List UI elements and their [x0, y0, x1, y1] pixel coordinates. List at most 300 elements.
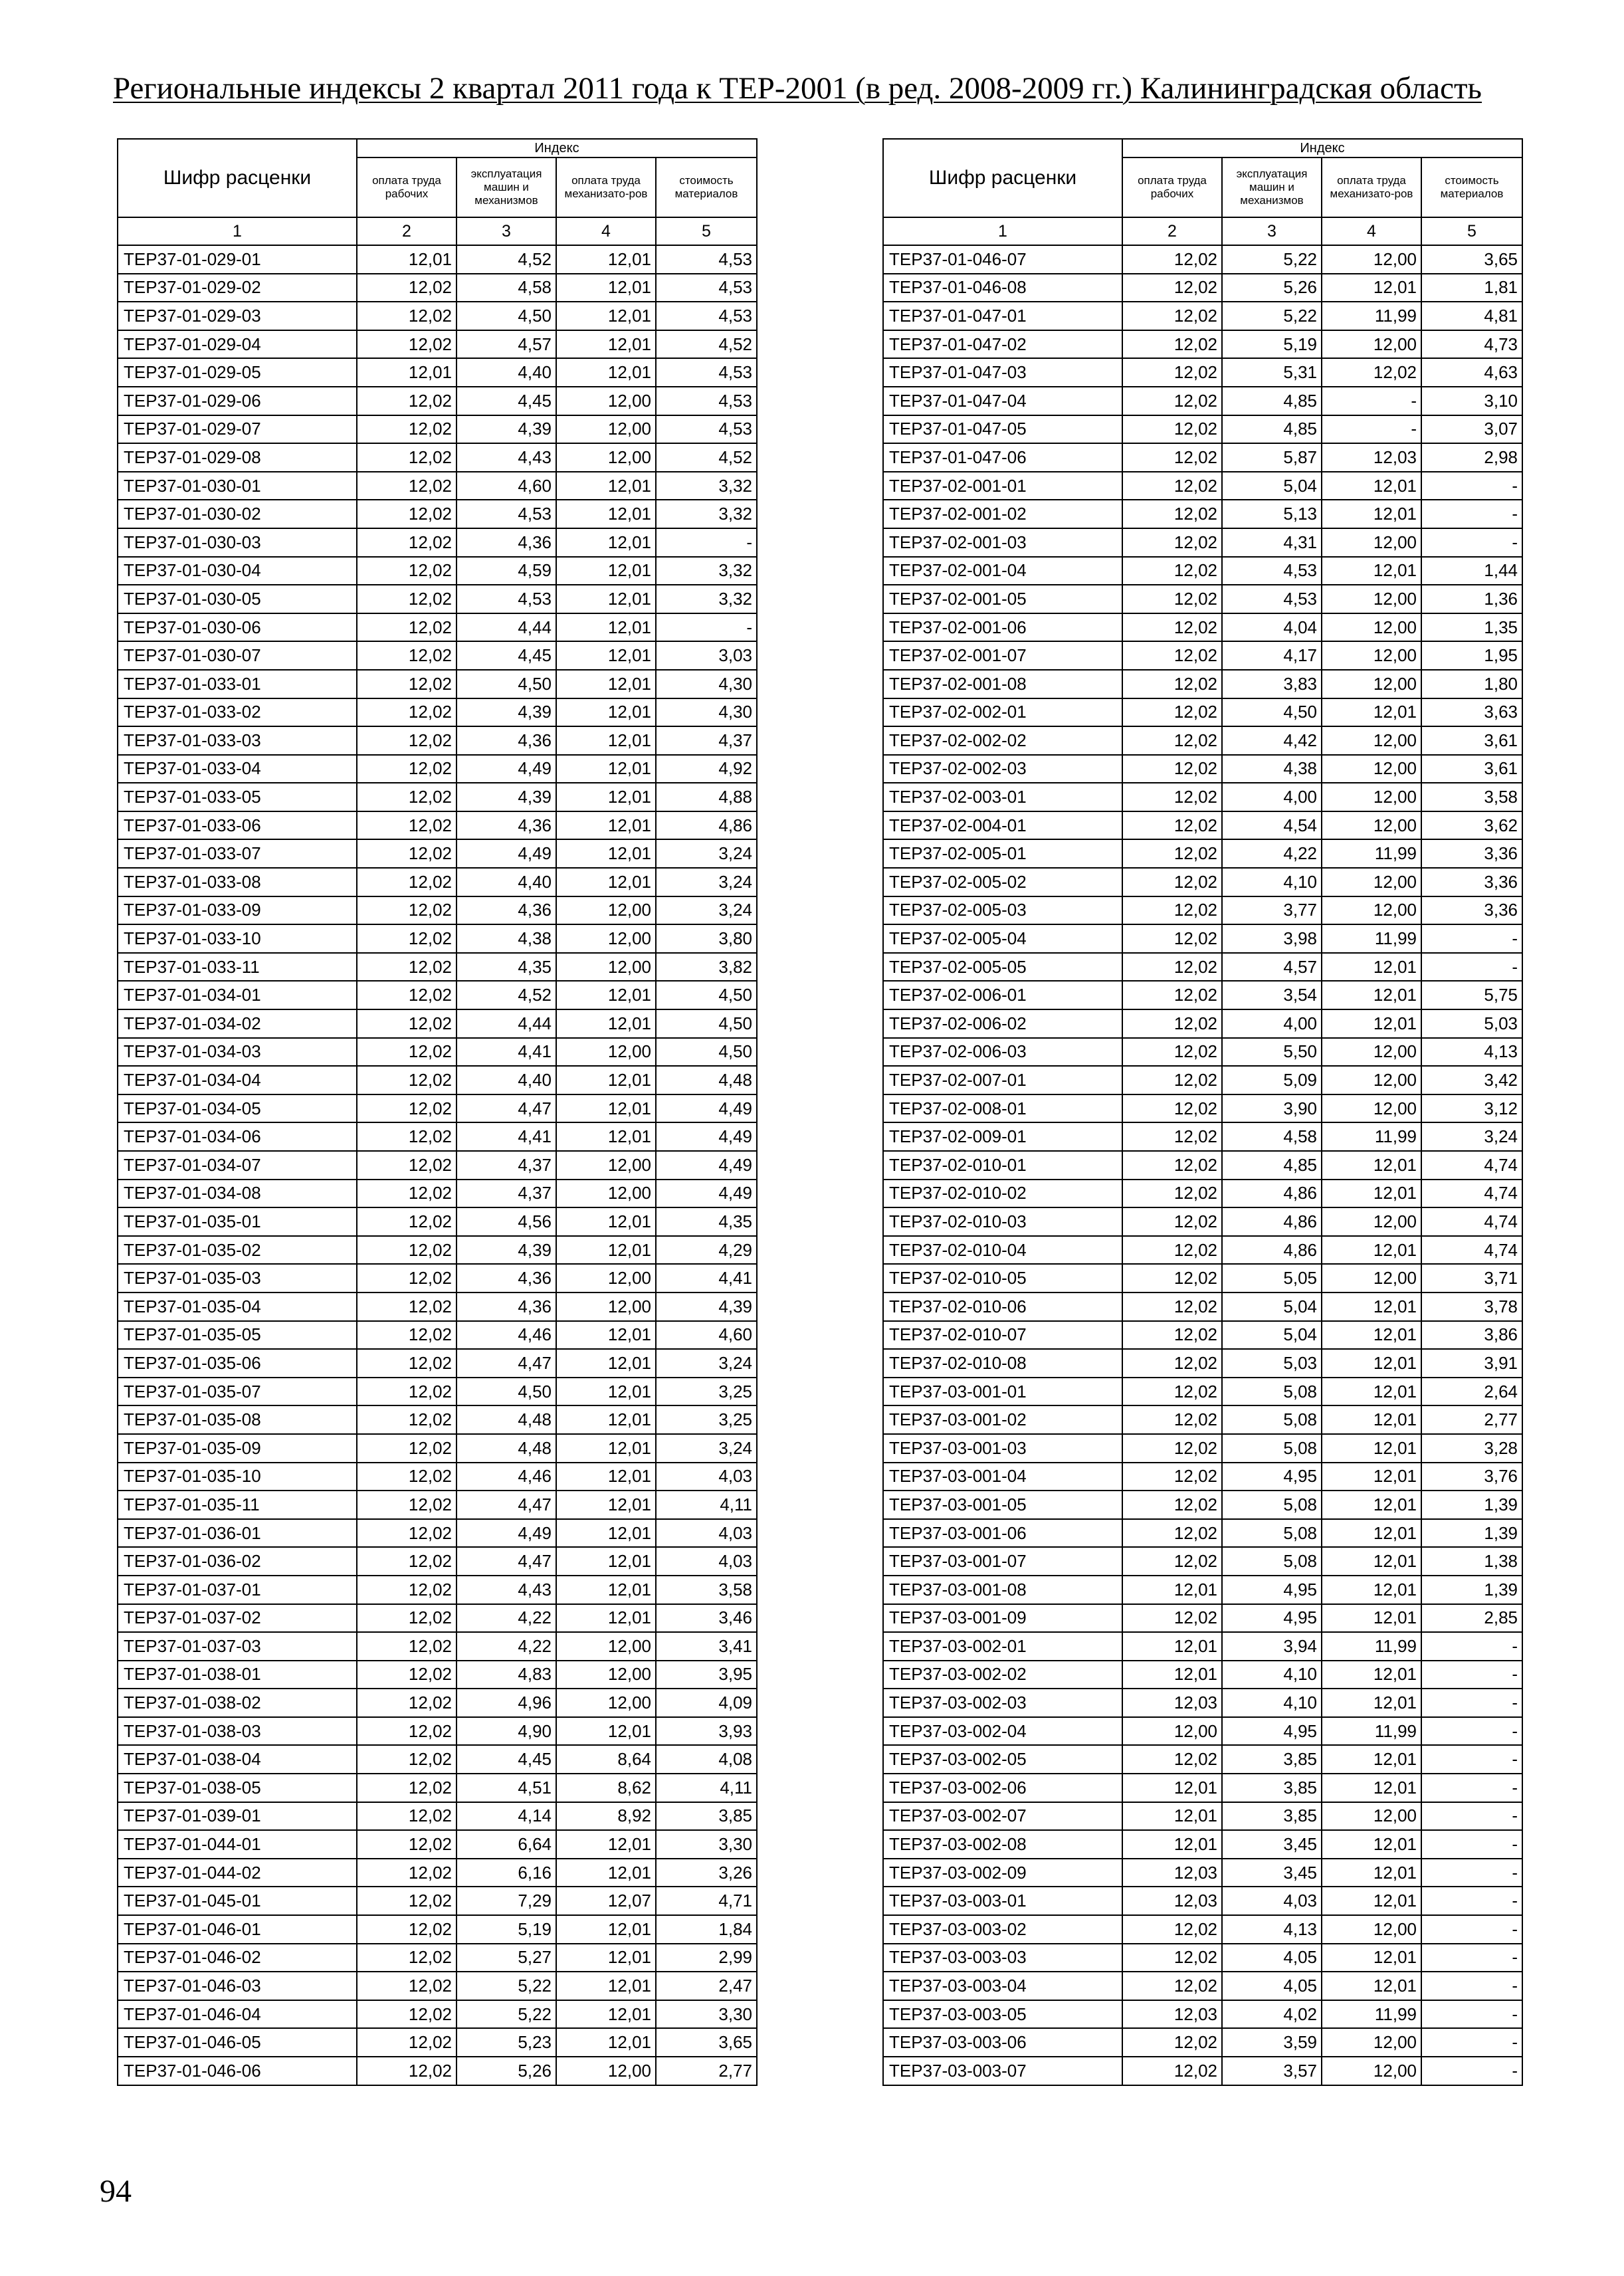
machines-cell: 5,04 — [1222, 1293, 1322, 1321]
machines-cell: 4,50 — [457, 1378, 556, 1406]
operators-cell: 12,03 — [1322, 443, 1421, 472]
code-cell: ТЕР37-01-034-06 — [118, 1122, 357, 1151]
labor-cell: 12,02 — [357, 1207, 457, 1236]
code-cell: ТЕР37-01-030-05 — [118, 585, 357, 613]
materials-cell: 4,49 — [656, 1151, 757, 1180]
operators-cell: 12,01 — [1322, 1180, 1421, 1208]
table-row — [118, 613, 757, 642]
labor-cell: 12,02 — [1122, 557, 1222, 585]
code-cell: ТЕР37-03-002-04 — [883, 1717, 1122, 1746]
materials-cell: 4,03 — [656, 1463, 757, 1491]
operators-cell: 12,00 — [556, 1264, 656, 1293]
table-row — [883, 1321, 1522, 1350]
table-row — [118, 981, 757, 1009]
labor-cell: 12,02 — [1122, 1151, 1222, 1180]
materials-cell: - — [1421, 1802, 1522, 1831]
table-row — [118, 274, 757, 302]
table-row — [883, 585, 1522, 613]
labor-cell: 12,02 — [1122, 1349, 1222, 1378]
labor-cell: 12,02 — [357, 1519, 457, 1548]
labor-cell: 12,01 — [1122, 1661, 1222, 1689]
machines-cell: 4,22 — [1222, 839, 1322, 868]
code-cell: ТЕР37-02-010-04 — [883, 1236, 1122, 1265]
code-cell: ТЕР37-03-001-03 — [883, 1434, 1122, 1463]
machines-cell: 4,43 — [457, 1576, 556, 1604]
labor-cell: 12,02 — [357, 839, 457, 868]
code-cell: ТЕР37-01-033-05 — [118, 783, 357, 811]
operators-cell: 12,01 — [556, 330, 656, 359]
machines-cell: 4,17 — [1222, 641, 1322, 670]
table-row — [118, 1519, 757, 1548]
machines-cell: 4,47 — [457, 1094, 556, 1123]
materials-cell: 2,99 — [656, 1944, 757, 1972]
machines-cell: 4,41 — [457, 1038, 556, 1067]
labor-cell: 12,02 — [1122, 726, 1222, 755]
labor-cell: 12,02 — [357, 670, 457, 698]
code-cell: ТЕР37-01-035-08 — [118, 1405, 357, 1434]
labor-cell: 12,02 — [357, 472, 457, 500]
machines-cell: 5,08 — [1222, 1547, 1322, 1576]
table-row — [118, 726, 757, 755]
machines-cell: 4,96 — [457, 1689, 556, 1717]
header-materials: стоимость материалов — [1421, 157, 1522, 217]
labor-cell: 12,02 — [357, 1859, 457, 1887]
materials-cell: - — [1421, 924, 1522, 953]
labor-cell: 12,02 — [357, 1094, 457, 1123]
labor-cell: 12,02 — [1122, 1264, 1222, 1293]
materials-cell: 4,49 — [656, 1180, 757, 1208]
operators-cell: 12,00 — [556, 1038, 656, 1067]
table-row — [883, 2000, 1522, 2029]
materials-cell: 4,11 — [656, 1774, 757, 1802]
labor-cell: 12,02 — [357, 1378, 457, 1406]
table-row — [883, 1632, 1522, 1661]
materials-cell: 2,47 — [656, 1972, 757, 2000]
labor-cell: 12,02 — [357, 953, 457, 982]
labor-cell: 12,00 — [1122, 1717, 1222, 1746]
labor-cell: 12,02 — [357, 698, 457, 727]
labor-cell: 12,02 — [1122, 1321, 1222, 1350]
materials-cell: 3,32 — [656, 557, 757, 585]
code-cell: ТЕР37-01-033-10 — [118, 924, 357, 953]
labor-cell: 12,01 — [357, 245, 457, 274]
materials-cell: - — [1421, 528, 1522, 557]
operators-cell: 11,99 — [1322, 2000, 1421, 2029]
code-cell: ТЕР37-03-002-08 — [883, 1830, 1122, 1859]
code-cell: ТЕР37-01-038-03 — [118, 1717, 357, 1746]
table-row — [883, 811, 1522, 840]
labor-cell: 12,02 — [1122, 415, 1222, 444]
labor-cell: 12,02 — [357, 585, 457, 613]
table-row — [883, 953, 1522, 982]
materials-cell: 3,82 — [656, 953, 757, 982]
table-row — [118, 387, 757, 415]
operators-cell: 12,01 — [1322, 500, 1421, 528]
code-cell: ТЕР37-02-010-05 — [883, 1264, 1122, 1293]
operators-cell: 12,01 — [1322, 1689, 1421, 1717]
operators-cell: 12,01 — [1322, 1576, 1421, 1604]
operators-cell: 12,01 — [556, 613, 656, 642]
labor-cell: 12,02 — [357, 811, 457, 840]
operators-cell: 12,07 — [556, 1887, 656, 1915]
labor-cell: 12,02 — [1122, 1094, 1222, 1123]
code-cell: ТЕР37-02-010-08 — [883, 1349, 1122, 1378]
materials-cell: 4,49 — [656, 1094, 757, 1123]
operators-cell: 12,01 — [1322, 1405, 1421, 1434]
labor-cell: 12,01 — [1122, 1774, 1222, 1802]
materials-cell: 3,86 — [1421, 1321, 1522, 1350]
operators-cell: 12,01 — [1322, 1774, 1421, 1802]
materials-cell: 1,80 — [1421, 670, 1522, 698]
table-row — [883, 1915, 1522, 1944]
materials-cell: 3,42 — [1421, 1066, 1522, 1094]
code-cell: ТЕР37-01-047-02 — [883, 330, 1122, 359]
materials-cell: 1,36 — [1421, 585, 1522, 613]
code-cell: ТЕР37-03-001-01 — [883, 1378, 1122, 1406]
operators-cell: 12,00 — [1322, 1094, 1421, 1123]
materials-cell: - — [1421, 1745, 1522, 1774]
code-cell: ТЕР37-02-001-07 — [883, 641, 1122, 670]
operators-cell: 12,01 — [556, 274, 656, 302]
code-cell: ТЕР37-01-029-06 — [118, 387, 357, 415]
code-cell: ТЕР37-02-010-01 — [883, 1151, 1122, 1180]
code-cell: ТЕР37-02-006-02 — [883, 1009, 1122, 1038]
materials-cell: - — [1421, 1915, 1522, 1944]
materials-cell: 1,81 — [1421, 274, 1522, 302]
labor-cell: 12,02 — [1122, 1066, 1222, 1094]
machines-cell: 4,58 — [457, 274, 556, 302]
table-row — [883, 1009, 1522, 1038]
operators-cell: 12,01 — [556, 358, 656, 387]
table-row — [883, 358, 1522, 387]
operators-cell: 12,00 — [1322, 1207, 1421, 1236]
machines-cell: 4,39 — [457, 415, 556, 444]
labor-cell: 12,02 — [357, 557, 457, 585]
code-cell: ТЕР37-02-001-08 — [883, 670, 1122, 698]
header-labor: оплата труда рабочих — [1122, 157, 1222, 217]
materials-cell: 4,53 — [656, 415, 757, 444]
labor-cell: 12,02 — [1122, 981, 1222, 1009]
labor-cell: 12,02 — [357, 981, 457, 1009]
labor-cell: 12,02 — [357, 1632, 457, 1661]
machines-cell: 3,57 — [1222, 2057, 1322, 2085]
code-cell: ТЕР37-01-046-01 — [118, 1915, 357, 1944]
code-cell: ТЕР37-01-044-02 — [118, 1859, 357, 1887]
operators-cell: 12,01 — [556, 500, 656, 528]
operators-cell: 12,01 — [556, 557, 656, 585]
operators-cell: 12,01 — [556, 472, 656, 500]
operators-cell: 12,01 — [556, 528, 656, 557]
header-labor: оплата труда рабочих — [357, 157, 457, 217]
materials-cell: 4,30 — [656, 698, 757, 727]
machines-cell: 5,26 — [1222, 274, 1322, 302]
code-cell: ТЕР37-03-003-01 — [883, 1887, 1122, 1915]
machines-cell: 4,49 — [457, 755, 556, 783]
materials-cell: 3,76 — [1421, 1463, 1522, 1491]
operators-cell: 12,01 — [556, 1405, 656, 1434]
header-operators: оплата труда механизато-ров — [556, 157, 656, 217]
operators-cell: 12,01 — [1322, 1151, 1421, 1180]
table-row — [883, 1887, 1522, 1915]
labor-cell: 12,02 — [1122, 1293, 1222, 1321]
operators-cell: 12,01 — [1322, 1661, 1421, 1689]
table-row — [118, 330, 757, 359]
code-cell: ТЕР37-01-033-11 — [118, 953, 357, 982]
machines-cell: 3,90 — [1222, 1094, 1322, 1123]
materials-cell: 3,93 — [656, 1717, 757, 1746]
table-row — [883, 443, 1522, 472]
machines-cell: 3,45 — [1222, 1830, 1322, 1859]
machines-cell: 4,46 — [457, 1321, 556, 1350]
header-num-1: 1 — [883, 217, 1122, 245]
table-row — [883, 1830, 1522, 1859]
code-cell: ТЕР37-02-005-03 — [883, 896, 1122, 925]
header-code: Шифр расценки — [118, 139, 357, 217]
materials-cell: 3,24 — [656, 896, 757, 925]
table-row — [883, 613, 1522, 642]
labor-cell: 12,02 — [1122, 896, 1222, 925]
materials-cell: 4,08 — [656, 1745, 757, 1774]
table-row — [118, 1491, 757, 1519]
machines-cell: 4,45 — [457, 387, 556, 415]
labor-cell: 12,02 — [357, 2000, 457, 2029]
table-row — [883, 783, 1522, 811]
table-row — [118, 896, 757, 925]
machines-cell: 4,40 — [457, 868, 556, 896]
table-row — [883, 1151, 1522, 1180]
machines-cell: 5,09 — [1222, 1066, 1322, 1094]
operators-cell: 11,99 — [1322, 1717, 1421, 1746]
materials-cell: 3,12 — [1421, 1094, 1522, 1123]
table-row — [118, 755, 757, 783]
machines-cell: 4,58 — [1222, 1122, 1322, 1151]
table-row — [883, 500, 1522, 528]
machines-cell: 5,08 — [1222, 1519, 1322, 1548]
code-cell: ТЕР37-02-005-02 — [883, 868, 1122, 896]
labor-cell: 12,02 — [1122, 953, 1222, 982]
machines-cell: 4,05 — [1222, 1944, 1322, 1972]
machines-cell: 4,51 — [457, 1774, 556, 1802]
operators-cell: 12,01 — [556, 1576, 656, 1604]
machines-cell: 4,36 — [457, 1264, 556, 1293]
labor-cell: 12,02 — [1122, 330, 1222, 359]
operators-cell: 12,00 — [1322, 585, 1421, 613]
labor-cell: 12,02 — [357, 1293, 457, 1321]
code-cell: ТЕР37-03-003-05 — [883, 2000, 1122, 2029]
operators-cell: 12,00 — [1322, 1264, 1421, 1293]
materials-cell: 3,32 — [656, 500, 757, 528]
labor-cell: 12,02 — [1122, 358, 1222, 387]
operators-cell: - — [1322, 415, 1421, 444]
code-cell: ТЕР37-01-038-01 — [118, 1661, 357, 1689]
table-row — [118, 1066, 757, 1094]
machines-cell: 4,00 — [1222, 1009, 1322, 1038]
materials-cell: 4,88 — [656, 783, 757, 811]
operators-cell: 12,01 — [556, 1519, 656, 1548]
operators-cell: 12,01 — [1322, 1491, 1421, 1519]
operators-cell: 12,01 — [1322, 274, 1421, 302]
labor-cell: 12,02 — [1122, 698, 1222, 727]
machines-cell: 4,43 — [457, 443, 556, 472]
code-cell: ТЕР37-02-010-07 — [883, 1321, 1122, 1350]
labor-cell: 12,02 — [1122, 1915, 1222, 1944]
labor-cell: 12,02 — [1122, 1745, 1222, 1774]
machines-cell: 4,49 — [457, 839, 556, 868]
machines-cell: 5,08 — [1222, 1434, 1322, 1463]
table-row — [118, 1689, 757, 1717]
table-row — [118, 1207, 757, 1236]
table-row — [118, 2000, 757, 2029]
operators-cell: 12,00 — [556, 1661, 656, 1689]
code-cell: ТЕР37-02-001-03 — [883, 528, 1122, 557]
table-row — [118, 1802, 757, 1831]
materials-cell: 4,03 — [656, 1547, 757, 1576]
code-cell: ТЕР37-01-030-02 — [118, 500, 357, 528]
labor-cell: 12,02 — [1122, 1547, 1222, 1576]
machines-cell: 4,86 — [1222, 1207, 1322, 1236]
materials-cell: 3,24 — [656, 868, 757, 896]
materials-cell: 2,85 — [1421, 1604, 1522, 1633]
labor-cell: 12,02 — [357, 924, 457, 953]
operators-cell: 12,01 — [556, 1463, 656, 1491]
code-cell: ТЕР37-01-035-02 — [118, 1236, 357, 1265]
operators-cell: 12,01 — [1322, 1887, 1421, 1915]
code-cell: ТЕР37-03-001-08 — [883, 1576, 1122, 1604]
machines-cell: 3,77 — [1222, 896, 1322, 925]
materials-cell: 3,63 — [1421, 698, 1522, 727]
code-cell: ТЕР37-02-008-01 — [883, 1094, 1122, 1123]
machines-cell: 5,27 — [457, 1944, 556, 1972]
table-row — [883, 868, 1522, 896]
materials-cell: - — [1421, 500, 1522, 528]
machines-cell: 4,90 — [457, 1717, 556, 1746]
machines-cell: 3,54 — [1222, 981, 1322, 1009]
labor-cell: 12,02 — [1122, 1378, 1222, 1406]
materials-cell: 4,60 — [656, 1321, 757, 1350]
labor-cell: 12,03 — [1122, 1689, 1222, 1717]
materials-cell: 3,62 — [1421, 811, 1522, 840]
code-cell: ТЕР37-01-030-07 — [118, 641, 357, 670]
labor-cell: 12,02 — [357, 415, 457, 444]
machines-cell: 4,83 — [457, 1661, 556, 1689]
code-cell: ТЕР37-02-010-06 — [883, 1293, 1122, 1321]
labor-cell: 12,02 — [357, 274, 457, 302]
header-materials: стоимость материалов — [656, 157, 757, 217]
code-cell: ТЕР37-02-005-04 — [883, 924, 1122, 953]
operators-cell: 12,00 — [1322, 2028, 1421, 2057]
operators-cell: 12,00 — [1322, 868, 1421, 896]
labor-cell: 12,02 — [357, 641, 457, 670]
materials-cell: 3,24 — [1421, 1122, 1522, 1151]
header-num-4: 4 — [1322, 217, 1421, 245]
table-row — [883, 1604, 1522, 1633]
code-cell: ТЕР37-01-037-02 — [118, 1604, 357, 1633]
operators-cell: 12,00 — [1322, 330, 1421, 359]
machines-cell: 3,98 — [1222, 924, 1322, 953]
table-row — [118, 1264, 757, 1293]
operators-cell: 12,01 — [556, 1547, 656, 1576]
labor-cell: 12,02 — [357, 1830, 457, 1859]
machines-cell: 3,94 — [1222, 1632, 1322, 1661]
machines-cell: 5,13 — [1222, 500, 1322, 528]
materials-cell: 4,81 — [1421, 302, 1522, 330]
materials-cell: 2,64 — [1421, 1378, 1522, 1406]
machines-cell: 4,54 — [1222, 811, 1322, 840]
machines-cell: 4,42 — [1222, 726, 1322, 755]
table-row — [118, 1745, 757, 1774]
operators-cell: 12,01 — [556, 245, 656, 274]
machines-cell: 4,14 — [457, 1802, 556, 1831]
code-cell: ТЕР37-03-003-04 — [883, 1972, 1122, 2000]
operators-cell: 12,00 — [1322, 783, 1421, 811]
operators-cell: 12,01 — [1322, 1745, 1421, 1774]
operators-cell: 12,01 — [556, 1944, 656, 1972]
operators-cell: 11,99 — [1322, 924, 1421, 953]
header-num-1: 1 — [118, 217, 357, 245]
materials-cell: 2,77 — [1421, 1405, 1522, 1434]
code-cell: ТЕР37-01-036-01 — [118, 1519, 357, 1548]
code-cell: ТЕР37-01-034-01 — [118, 981, 357, 1009]
materials-cell: 1,39 — [1421, 1491, 1522, 1519]
labor-cell: 12,03 — [1122, 1859, 1222, 1887]
table-row — [883, 1491, 1522, 1519]
code-cell: ТЕР37-03-002-05 — [883, 1745, 1122, 1774]
table-row — [883, 1745, 1522, 1774]
materials-cell: 4,52 — [656, 443, 757, 472]
labor-cell: 12,02 — [357, 1915, 457, 1944]
materials-cell: 3,91 — [1421, 1349, 1522, 1378]
operators-cell: 8,62 — [556, 1774, 656, 1802]
code-cell: ТЕР37-03-002-06 — [883, 1774, 1122, 1802]
materials-cell: - — [1421, 1774, 1522, 1802]
code-cell: ТЕР37-01-033-09 — [118, 896, 357, 925]
materials-cell: 3,25 — [656, 1405, 757, 1434]
code-cell: ТЕР37-03-003-07 — [883, 2057, 1122, 2085]
operators-cell: 12,00 — [1322, 528, 1421, 557]
materials-cell: 4,37 — [656, 726, 757, 755]
operators-cell: 12,01 — [556, 2000, 656, 2029]
machines-cell: 4,53 — [457, 585, 556, 613]
labor-cell: 12,02 — [357, 1604, 457, 1633]
operators-cell: 12,01 — [1322, 1321, 1421, 1350]
materials-cell: 4,52 — [656, 330, 757, 359]
code-cell: ТЕР37-01-030-03 — [118, 528, 357, 557]
table-row — [883, 1774, 1522, 1802]
operators-cell: 11,99 — [1322, 839, 1421, 868]
materials-cell: 2,98 — [1421, 443, 1522, 472]
code-cell: ТЕР37-01-029-01 — [118, 245, 357, 274]
code-cell: ТЕР37-01-035-01 — [118, 1207, 357, 1236]
materials-cell: 4,63 — [1421, 358, 1522, 387]
machines-cell: 5,19 — [457, 1915, 556, 1944]
page-number: 94 — [100, 2174, 132, 2209]
labor-cell: 12,02 — [1122, 670, 1222, 698]
materials-cell: 2,77 — [656, 2057, 757, 2085]
operators-cell: 12,01 — [1322, 1547, 1421, 1576]
labor-cell: 12,02 — [357, 500, 457, 528]
code-cell: ТЕР37-02-002-03 — [883, 755, 1122, 783]
table-row — [118, 670, 757, 698]
operators-cell: 12,01 — [1322, 472, 1421, 500]
machines-cell: 4,47 — [457, 1547, 556, 1576]
labor-cell: 12,02 — [357, 1717, 457, 1746]
materials-cell: 1,39 — [1421, 1519, 1522, 1548]
labor-cell: 12,02 — [1122, 2028, 1222, 2057]
table-row — [118, 1122, 757, 1151]
materials-cell: 4,92 — [656, 755, 757, 783]
operators-cell: 12,00 — [556, 1151, 656, 1180]
code-cell: ТЕР37-01-035-05 — [118, 1321, 357, 1350]
